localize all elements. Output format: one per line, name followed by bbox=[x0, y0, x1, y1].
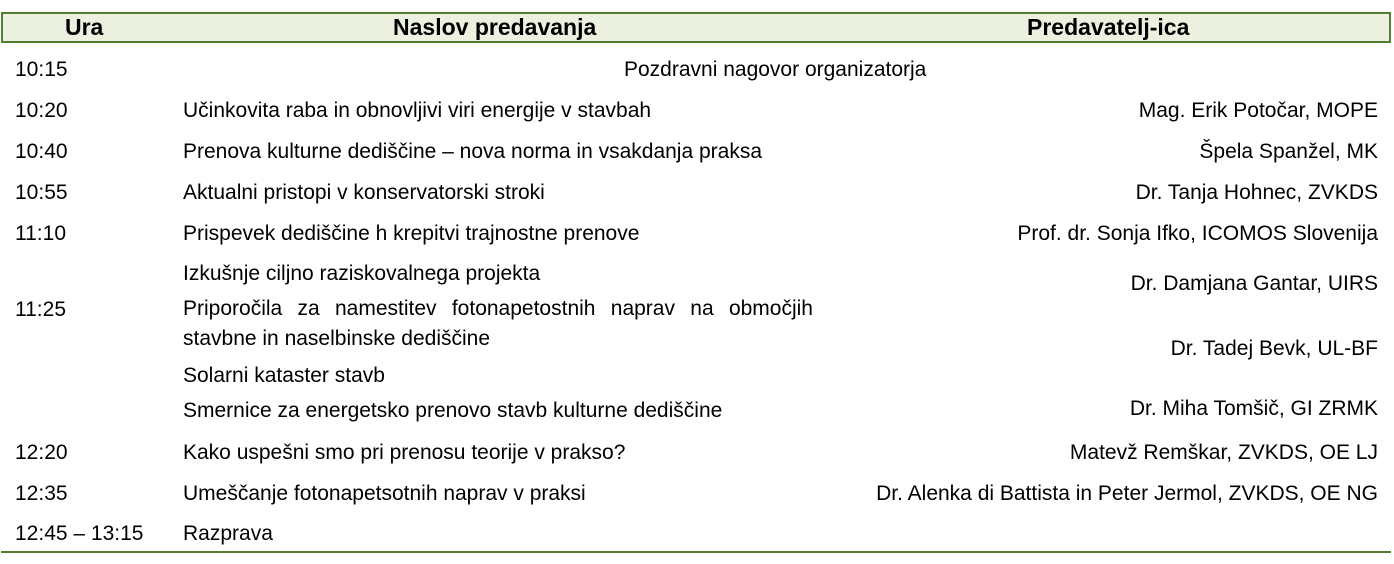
bottom-rule bbox=[1, 551, 1391, 553]
row-time: 10:55 bbox=[15, 181, 68, 204]
row-title: Umeščanje fotonapetsotnih naprav v praksi bbox=[183, 482, 586, 505]
row-speaker: Prof. dr. Sonja Ifko, ICOMOS Slovenija bbox=[1017, 222, 1378, 245]
header-speaker: Predavatelj-ica bbox=[1027, 14, 1190, 40]
row-time: 11:10 bbox=[15, 222, 66, 245]
row-speaker: Dr. Damjana Gantar, UIRS bbox=[1130, 272, 1378, 295]
row-speaker: Matevž Remškar, ZVKDS, OE LJ bbox=[1069, 441, 1378, 464]
table-header bbox=[1, 12, 1391, 43]
row-title: Prispevek dediščine h krepitvi trajnostne prenove bbox=[183, 222, 640, 245]
row-speaker: Dr. Miha Tomšič, GI ZRMK bbox=[1129, 397, 1378, 420]
row-title: Izkušnje ciljno raziskovalnega projekta bbox=[183, 262, 541, 285]
row-time: 12:35 bbox=[15, 482, 68, 505]
row-title: Prenova kulturne dediščine – nova norma in vsakdanja praksa bbox=[183, 140, 763, 163]
row-time: 10:15 bbox=[15, 58, 68, 81]
header-time: Ura bbox=[65, 14, 104, 40]
row-title: Učinkovita raba in obnovljivi viri energije v stavbah bbox=[183, 99, 652, 122]
row-time: 12:20 bbox=[15, 441, 68, 464]
row-title: Kako uspešni smo pri prenosu teorije v prakso? bbox=[183, 441, 626, 464]
row-speaker: Špela Spanžel, MK bbox=[1199, 140, 1378, 163]
row-title: Pozdravni nagovor organizatorja bbox=[624, 58, 927, 81]
row-time: 12:45 – 13:15 bbox=[15, 522, 144, 545]
row-time: 11:25 bbox=[15, 298, 66, 321]
row-speaker: Dr. Tadej Bevk, UL-BF bbox=[1170, 337, 1378, 360]
row-time: 10:20 bbox=[15, 99, 68, 122]
row-title: Aktualni pristopi v konservatorski stroki bbox=[183, 181, 545, 204]
row-speaker: Dr. Tanja Hohnec, ZVKDS bbox=[1135, 181, 1378, 204]
row-time: 10:40 bbox=[15, 140, 68, 163]
row-title: Priporočila za namestitev fotonapetostnih naprav na območjih stavbne in naselbinske dediščine bbox=[183, 297, 813, 350]
row-title: Smernice za energetsko prenovo stavb kulturne dediščine bbox=[183, 399, 723, 422]
row-speaker: Dr. Alenka di Battista in Peter Jermol, ZVKDS, OE NG bbox=[876, 482, 1378, 505]
header-title: Naslov predavanja bbox=[393, 14, 597, 40]
row-title: Razprava bbox=[183, 522, 273, 545]
row-speaker: Mag. Erik Potočar, MOPE bbox=[1138, 99, 1378, 122]
row-title: Solarni kataster stavb bbox=[183, 364, 385, 387]
